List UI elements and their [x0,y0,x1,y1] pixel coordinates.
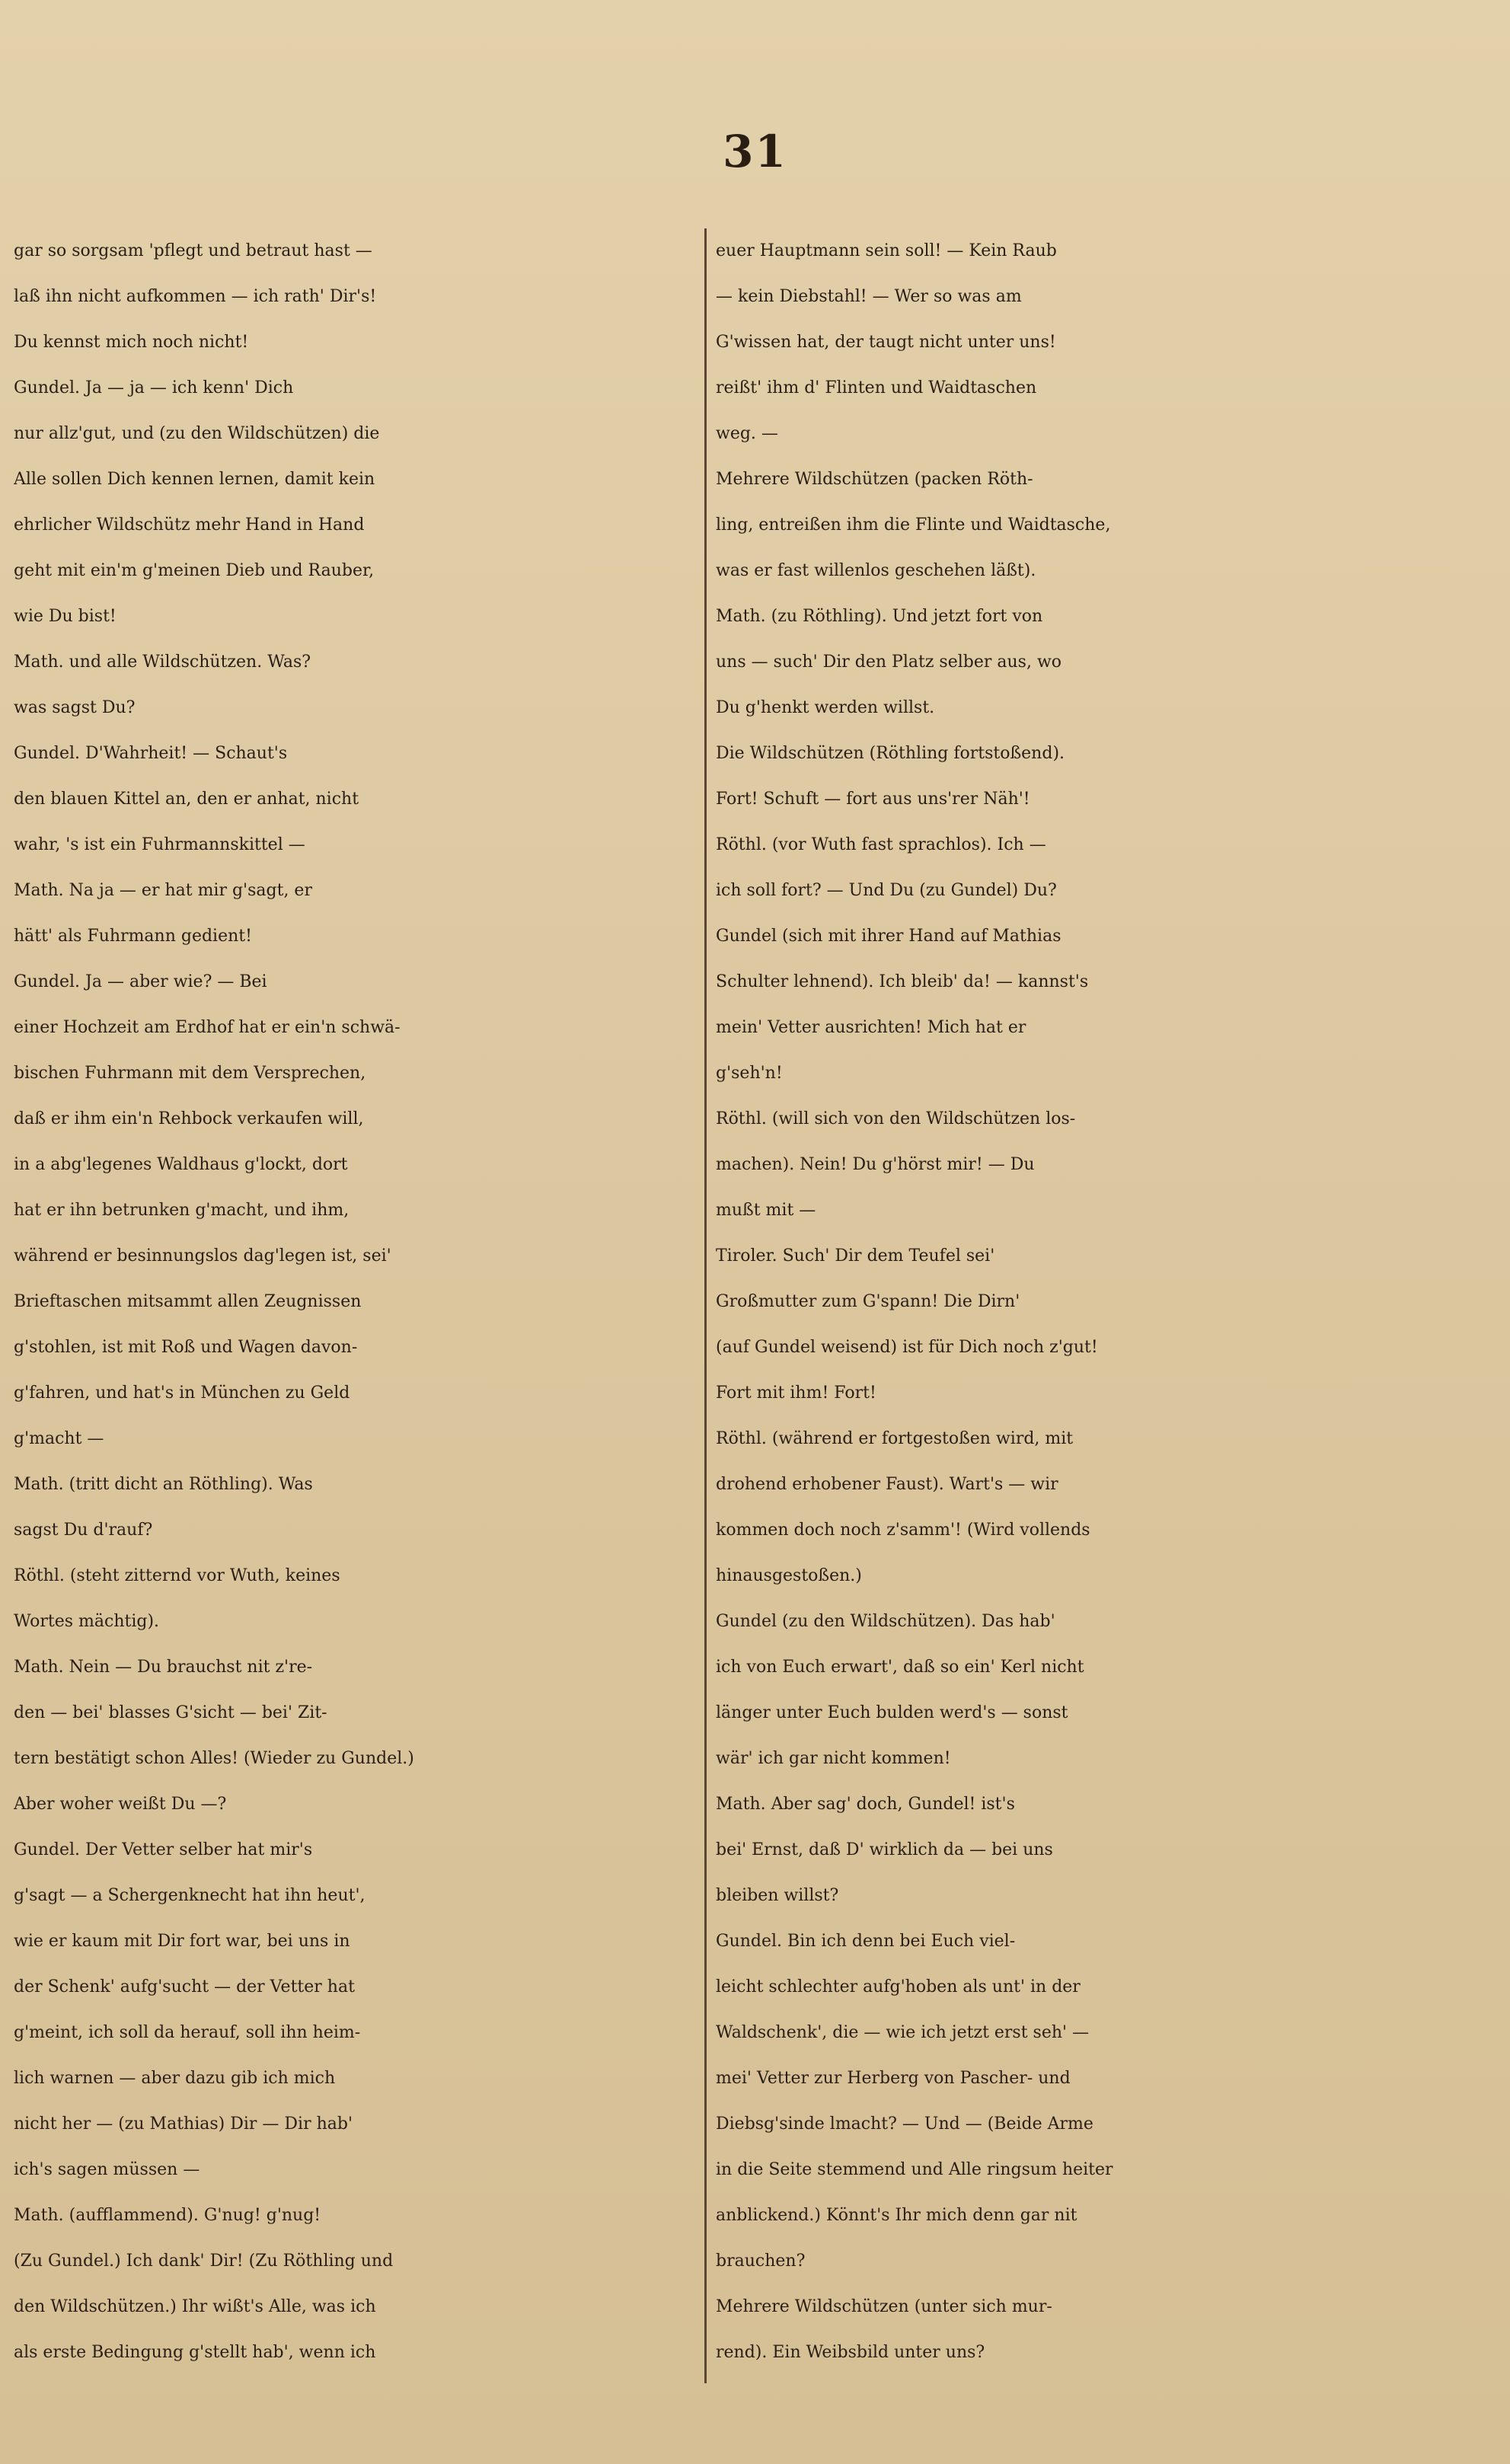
text-line: Math. (aufflammend). G'nug! g'nug! [14,2206,321,2225]
text-line: Gundel (sich mit ihrer Hand auf Mathias [716,927,1061,946]
text-line: Aber woher weißt Du —? [14,1795,227,1814]
text-line: daß er ihm ein'n Rehbock verkaufen will, [14,1109,364,1128]
text-line: Röthl. (während er fortgestoßen wird, mit [716,1429,1074,1448]
text-line: Du g'henkt werden willst. [716,698,935,717]
text-line: den blauen Kittel an, den er anhat, nicht [14,790,359,809]
text-line: Math. (tritt dicht an Röthling). Was [14,1475,313,1494]
text-line: leicht schlechter aufg'hoben als unt' in der [716,1977,1081,1996]
text-line: wär' ich gar nicht kommen! [716,1749,951,1768]
text-line: Fort! Schuft — fort aus uns'rer Näh'! [716,790,1030,809]
text-line: sagst Du d'rauf? [14,1521,153,1540]
text-line: Schulter lehnend). Ich bleib' da! — kannst's [716,972,1089,991]
text-line: Gundel (zu den Wildschützen). Das hab' [716,1612,1055,1631]
text-line: Mehrere Wildschützen (packen Röth- [716,470,1033,489]
text-line: bei' Ernst, daß D' wirklich da — bei uns [716,1840,1053,1859]
text-line: mußt mit — [716,1201,816,1220]
text-line: länger unter Euch bulden werd's — sonst [716,1703,1068,1722]
text-line: ehrlicher Wildschütz mehr Hand in Hand [14,515,365,535]
text-line: den Wildschützen.) Ihr wißt's Alle, was ich [14,2297,376,2316]
text-line: als erste Bedingung g'stellt hab', wenn ich [14,2343,376,2362]
left-text-column [14,228,699,2383]
text-line: g'sagt — a Schergenknecht hat ihn heut', [14,1886,366,1905]
text-line: den — bei' blasses G'sicht — bei' Zit- [14,1703,327,1722]
text-line: Math. und alle Wildschützen. Was? [14,653,311,672]
text-line: gar so sorgsam 'pflegt und betraut hast — [14,241,372,260]
text-line: Math. Nein — Du brauchst nit z're- [14,1658,313,1677]
right-text-column [716,228,1401,2383]
text-line: g'meint, ich soll da herauf, soll ihn heim- [14,2023,361,2042]
text-line: Fort mit ihm! Fort! [716,1384,876,1403]
text-line: Gundel. Ja — aber wie? — Bei [14,972,267,991]
text-line: nur allz'gut, und (zu den Wildschützen) die [14,424,380,443]
text-line: Alle sollen Dich kennen lernen, damit kein [14,470,375,489]
text-line: einer Hochzeit am Erdhof hat er ein'n schwä- [14,1018,401,1037]
text-line: uns — such' Dir den Platz selber aus, wo [716,653,1062,672]
text-line: in die Seite stemmend und Alle ringsum heiter [716,2160,1113,2179]
text-line: Gundel. Bin ich denn bei Euch viel- [716,1932,1016,1951]
text-line: während er besinnungslos dag'legen ist, sei' [14,1246,391,1266]
text-line: Mehrere Wildschützen (unter sich mur- [716,2297,1052,2316]
text-line: Wortes mächtig). [14,1612,160,1631]
text-line: Gundel. Ja — ja — ich kenn' Dich [14,378,294,397]
text-line: hinausgestoßen.) [716,1566,862,1585]
text-line: in a abg'legenes Waldhaus g'lockt, dort [14,1155,348,1174]
text-line: Die Wildschützen (Röthling fortstoßend). [716,744,1065,763]
text-line: G'wissen hat, der taugt nicht unter uns! [716,333,1056,352]
text-line: brauchen? [716,2252,806,2271]
text-line: euer Hauptmann sein soll! — Kein Raub [716,241,1057,260]
text-line: Du kennst mich noch nicht! [14,333,249,352]
text-line: wie Du bist! [14,607,117,626]
column-divider [704,228,707,2383]
text-line: Diebsg'sinde lmacht? — Und — (Beide Arme [716,2115,1093,2134]
text-line: (Zu Gundel.) Ich dank' Dir! (Zu Röthling und [14,2252,394,2271]
text-line: Röthl. (vor Wuth fast sprachlos). Ich — [716,835,1046,854]
text-line: g'stohlen, ist mit Roß und Wagen davon- [14,1338,358,1357]
text-line: mei' Vetter zur Herberg von Pascher- und [716,2069,1071,2088]
text-line: — kein Diebstahl! — Wer so was am [716,287,1022,306]
text-line: nicht her — (zu Mathias) Dir — Dir hab' [14,2115,353,2134]
page-number: 31 [723,126,787,177]
text-line: ich soll fort? — Und Du (zu Gundel) Du? [716,881,1057,900]
text-line: hat er ihn betrunken g'macht, und ihm, [14,1201,350,1220]
text-line: g'macht — [14,1429,104,1448]
text-line: Tiroler. Such' Dir dem Teufel sei' [716,1246,995,1266]
text-line: ich von Euch erwart', daß so ein' Kerl nicht [716,1658,1084,1677]
text-line: lich warnen — aber dazu gib ich mich [14,2069,336,2088]
text-line: g'fahren, und hat's in München zu Geld [14,1384,350,1403]
text-line: wahr, 's ist ein Fuhrmannskittel — [14,835,305,854]
text-line: Math. Na ja — er hat mir g'sagt, er [14,881,312,900]
text-line: drohend erhobener Faust). Wart's — wir [716,1475,1058,1494]
text-line: reißt' ihm d' Flinten und Waidtaschen [716,378,1037,397]
text-line: g'seh'n! [716,1064,783,1083]
text-line: geht mit ein'm g'meinen Dieb und Rauber, [14,561,375,580]
text-line: rend). Ein Weibsbild unter uns? [716,2343,985,2362]
text-line: (auf Gundel weisend) ist für Dich noch z'gut! [716,1338,1098,1357]
text-line: tern bestätigt schon Alles! (Wieder zu Gundel.) [14,1749,414,1768]
text-line: laß ihn nicht aufkommen — ich rath' Dir's! [14,287,377,306]
text-line: der Schenk' aufg'sucht — der Vetter hat [14,1977,355,1996]
text-line: wie er kaum mit Dir fort war, bei uns in [14,1932,350,1951]
text-line: ling, entreißen ihm die Flinte und Waidtasche, [716,515,1111,535]
text-line: was er fast willenlos geschehen läßt). [716,561,1036,580]
text-line: Gundel. Der Vetter selber hat mir's [14,1840,313,1859]
text-line: ich's sagen müssen — [14,2160,200,2179]
text-line: mein' Vetter ausrichten! Mich hat er [716,1018,1026,1037]
text-line: Röthl. (will sich von den Wildschützen los- [716,1109,1076,1128]
text-line: bleiben willst? [716,1886,839,1905]
text-line: Math. (zu Röthling). Und jetzt fort von [716,607,1043,626]
text-line: hätt' als Fuhrmann gedient! [14,927,252,946]
text-line: Großmutter zum G'spann! Die Dirn' [716,1292,1020,1311]
text-line: was sagst Du? [14,698,136,717]
text-line: Röthl. (steht zitternd vor Wuth, keines [14,1566,340,1585]
text-line: weg. — [716,424,778,443]
text-line: Gundel. D'Wahrheit! — Schaut's [14,744,288,763]
text-line: Brieftaschen mitsammt allen Zeugnissen [14,1292,362,1311]
text-line: Waldschenk', die — wie ich jetzt erst seh' — [716,2023,1090,2042]
text-line: anblickend.) Könnt's Ihr mich denn gar nit [716,2206,1077,2225]
text-line: machen). Nein! Du g'hörst mir! — Du [716,1155,1035,1174]
text-line: bischen Fuhrmann mit dem Versprechen, [14,1064,366,1083]
text-line: kommen doch noch z'samm'! (Wird vollends [716,1521,1090,1540]
text-line: Math. Aber sag' doch, Gundel! ist's [716,1795,1015,1814]
